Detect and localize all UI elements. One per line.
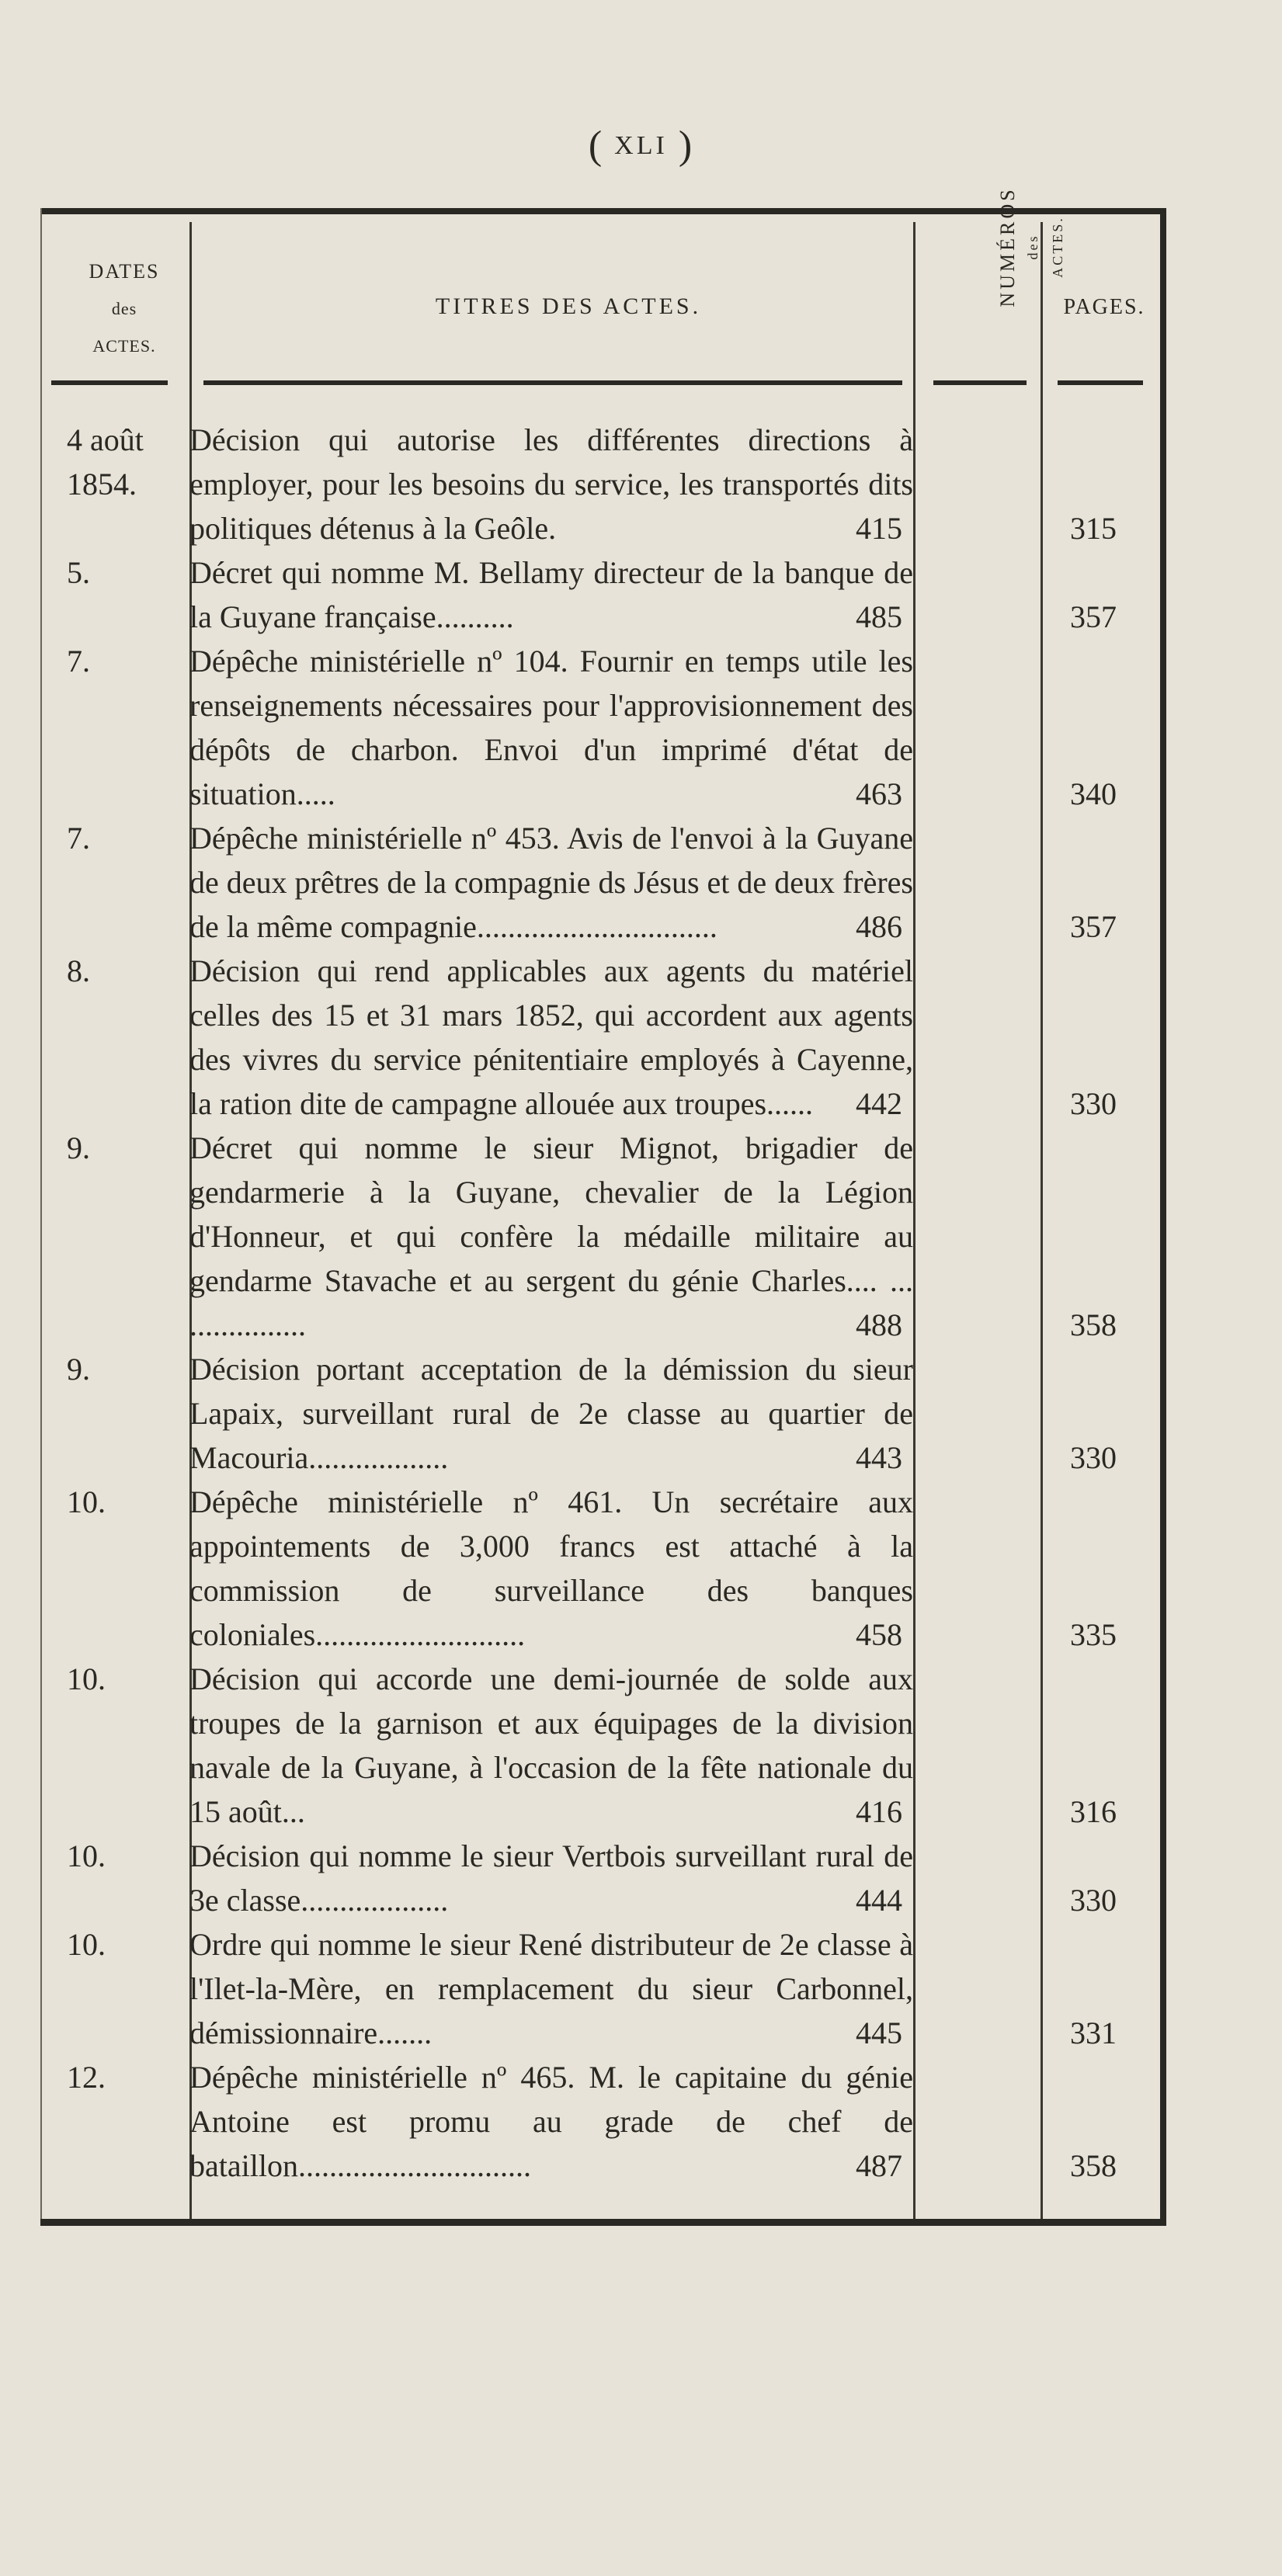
entry-date: 10. <box>67 1484 106 1519</box>
entry-act-number: 458 <box>856 1617 902 1652</box>
paren-open: ( <box>588 123 604 168</box>
entry-title: Décision qui autorise les différentes directions à employer, pour les besoins du service, les transportés dits politiques détenus à la Geôle. <box>189 422 913 546</box>
header-rule-numeros <box>933 380 1027 385</box>
column-header-titles: TITRES DES ACTES. <box>435 293 702 319</box>
entry-title: Ordre qui nomme le sieur René distributeur de 2e classe à l'Ilet-la-Mère, en remplacement du sieur Carbonnel, démissionnaire....... <box>189 1927 913 2050</box>
entry-page: 335 <box>1070 1617 1117 1652</box>
entry-title: Décret qui nomme M. Bellamy directeur de la banque de la Guyane française.......... <box>189 555 913 634</box>
column-header-pages: PAGES. <box>1063 295 1145 319</box>
list-item <box>40 816 1166 949</box>
entry-title: Dépêche ministérielle nº 461. Un secrétaire aux appointements de 3,000 francs est attaché à la commission de surveillance des banques coloniales........................... <box>189 1484 913 1652</box>
entry-date: 12. <box>67 2060 106 2095</box>
entry-page: 358 <box>1070 2148 1117 2183</box>
entry-date: 9. <box>67 1130 90 1165</box>
header-rule-dates <box>51 380 168 385</box>
list-item <box>40 1480 1166 1657</box>
list-item <box>40 1347 1166 1480</box>
entry-title: Dépêche ministérielle nº 453. Avis de l'envoi à la Guyane de deux prêtres de la compagnie ds Jésus et de deux frères de la même compagnie............................... <box>189 821 913 944</box>
entry-page: 316 <box>1070 1794 1117 1829</box>
entry-page: 358 <box>1070 1307 1117 1342</box>
numeros-label-3: ACTES. <box>1050 216 1065 278</box>
entry-page: 330 <box>1070 1086 1117 1121</box>
list-item <box>40 1922 1166 2055</box>
entry-title: Dépêche ministérielle nº 465. M. le capitaine du génie Antoine est promu au grade de chef de bataillon.............................. <box>189 2060 913 2183</box>
list-item <box>40 550 1166 639</box>
header-rule-titles <box>203 380 902 385</box>
entry-date: 8. <box>67 953 90 988</box>
entry-date: 10. <box>67 1927 106 1962</box>
dates-label-3: ACTES. <box>92 336 156 356</box>
entry-act-number: 463 <box>856 776 902 811</box>
entry-page: 340 <box>1070 776 1117 811</box>
entry-title: Décision qui accorde une demi-journée de solde aux troupes de la garnison et aux équipages de la division navale de la Guyane, à l'occasion de la fête nationale du 15 août... <box>189 1661 913 1829</box>
entry-act-number: 487 <box>856 2148 902 2183</box>
paren-close: ) <box>678 123 694 168</box>
entry-act-number: 444 <box>856 1883 902 1918</box>
entry-date: 10. <box>67 1838 106 1873</box>
entry-date: 7. <box>67 821 90 856</box>
entry-title: Décret qui nomme le sieur Mignot, brigadier de gendarmerie à la Guyane, chevalier de la Légion d'Honneur, et qui confère la médaille militaire au gendarme Stavache et au sergent du génie Charles.... ... ............... <box>189 1130 913 1342</box>
list-item <box>40 1126 1166 1347</box>
list-item <box>40 2055 1166 2188</box>
dates-label-2: des <box>111 299 137 318</box>
page-number: XLI <box>614 131 668 160</box>
list-item <box>40 1657 1166 1834</box>
list-item <box>40 1834 1166 1922</box>
list-item <box>40 639 1166 816</box>
entry-act-number: 443 <box>856 1440 902 1475</box>
entry-act-number: 486 <box>856 909 902 944</box>
entry-date: 4 août 1854. <box>67 422 144 502</box>
entry-act-number: 415 <box>856 511 902 546</box>
page-header <box>0 123 1282 168</box>
entry-page: 330 <box>1070 1440 1117 1475</box>
entry-date: 10. <box>67 1661 106 1696</box>
entry-page: 357 <box>1070 599 1117 634</box>
numeros-label-1: NUMÉROS <box>996 186 1019 307</box>
entry-title: Dépêche ministérielle nº 104. Fournir en temps utile les renseignements nécessaires pour l'approvisionnement des dépôts de charbon. Envoi d'un imprimé d'état de situation..... <box>189 644 913 811</box>
dates-label-1: DATES <box>89 260 160 283</box>
entry-page: 331 <box>1070 2015 1117 2050</box>
entry-date: 7. <box>67 644 90 679</box>
bottom-rule <box>40 2219 1166 2226</box>
entry-page: 330 <box>1070 1883 1117 1918</box>
entry-act-number: 445 <box>856 2015 902 2050</box>
entry-title: Décision qui rend applicables aux agents du matériel celles des 15 et 31 mars 1852, qui accordent aux agents des vivres du service pénitentiaire employés à Cayenne, la ration dite de campagne allouée aux troupes...... <box>189 953 913 1121</box>
table-frame <box>40 186 1166 2576</box>
entry-date: 9. <box>67 1352 90 1387</box>
entry-title: Décision qui nomme le sieur Vertbois surveillant rural de 3e classe................... <box>189 1838 913 1918</box>
entries-list <box>40 418 1166 2188</box>
header-rule-pages <box>1058 380 1143 385</box>
entry-page: 315 <box>1070 511 1117 546</box>
entry-act-number: 485 <box>856 599 902 634</box>
entry-act-number: 488 <box>856 1307 902 1342</box>
list-item <box>40 949 1166 1126</box>
entry-title: Décision portant acceptation de la démission du sieur Lapaix, surveillant rural de 2e classe au quartier de Macouria.................. <box>189 1352 913 1475</box>
entry-page: 357 <box>1070 909 1117 944</box>
entry-act-number: 416 <box>856 1794 902 1829</box>
column-header-dates <box>47 253 202 365</box>
numeros-label-2: des <box>1025 234 1041 260</box>
entry-date: 5. <box>67 555 90 590</box>
entry-act-number: 442 <box>856 1086 902 1121</box>
list-item <box>40 418 1166 550</box>
